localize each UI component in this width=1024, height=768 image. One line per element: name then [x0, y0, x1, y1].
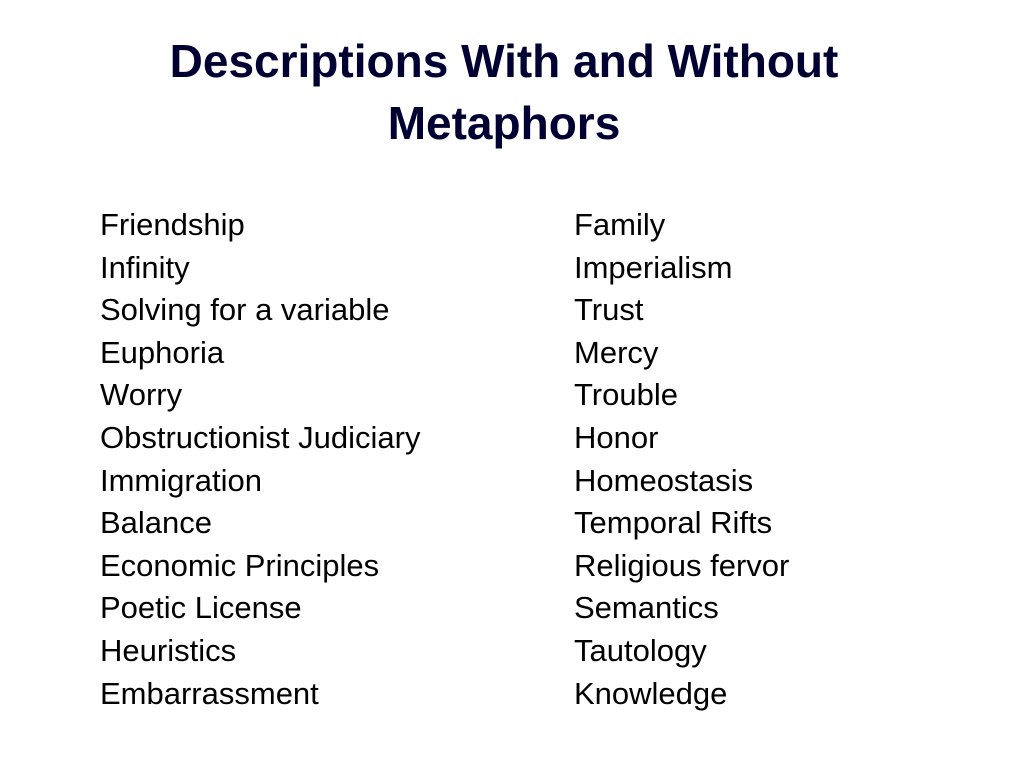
list-item: Worry [100, 377, 183, 413]
list-item: Euphoria [100, 334, 225, 370]
right-term-list [574, 204, 994, 715]
list-item: Trust [574, 292, 644, 328]
list-item: Obstructionist Judiciary [100, 419, 421, 455]
list-item: Imperialism [574, 249, 733, 285]
list-item: Homeostasis [574, 462, 754, 498]
list-item: Economic Principles [100, 547, 380, 583]
list-item: Tautology [574, 632, 707, 668]
list-item: Infinity [100, 249, 190, 285]
list-item: Trouble [574, 377, 678, 413]
list-item: Religious fervor [574, 547, 790, 583]
list-item: Semantics [574, 590, 719, 626]
list-item: Knowledge [574, 675, 728, 711]
list-item: Balance [100, 505, 213, 541]
list-item: Temporal Rifts [574, 505, 773, 541]
list-item: Heuristics [100, 632, 237, 668]
list-item: Poetic License [100, 590, 302, 626]
list-item: Immigration [100, 462, 262, 498]
list-item: Honor [574, 419, 659, 455]
list-item: Solving for a variable [100, 292, 390, 328]
slide-title [80, 30, 928, 154]
list-item: Mercy [574, 334, 659, 370]
left-term-list [100, 204, 540, 715]
slide-title-line-1: Descriptions With and Without [169, 35, 839, 87]
slide-title-line-2: Metaphors [387, 97, 621, 149]
list-item: Embarrassment [100, 675, 319, 711]
list-item: Family [574, 207, 666, 242]
list-item: Friendship [100, 207, 245, 242]
